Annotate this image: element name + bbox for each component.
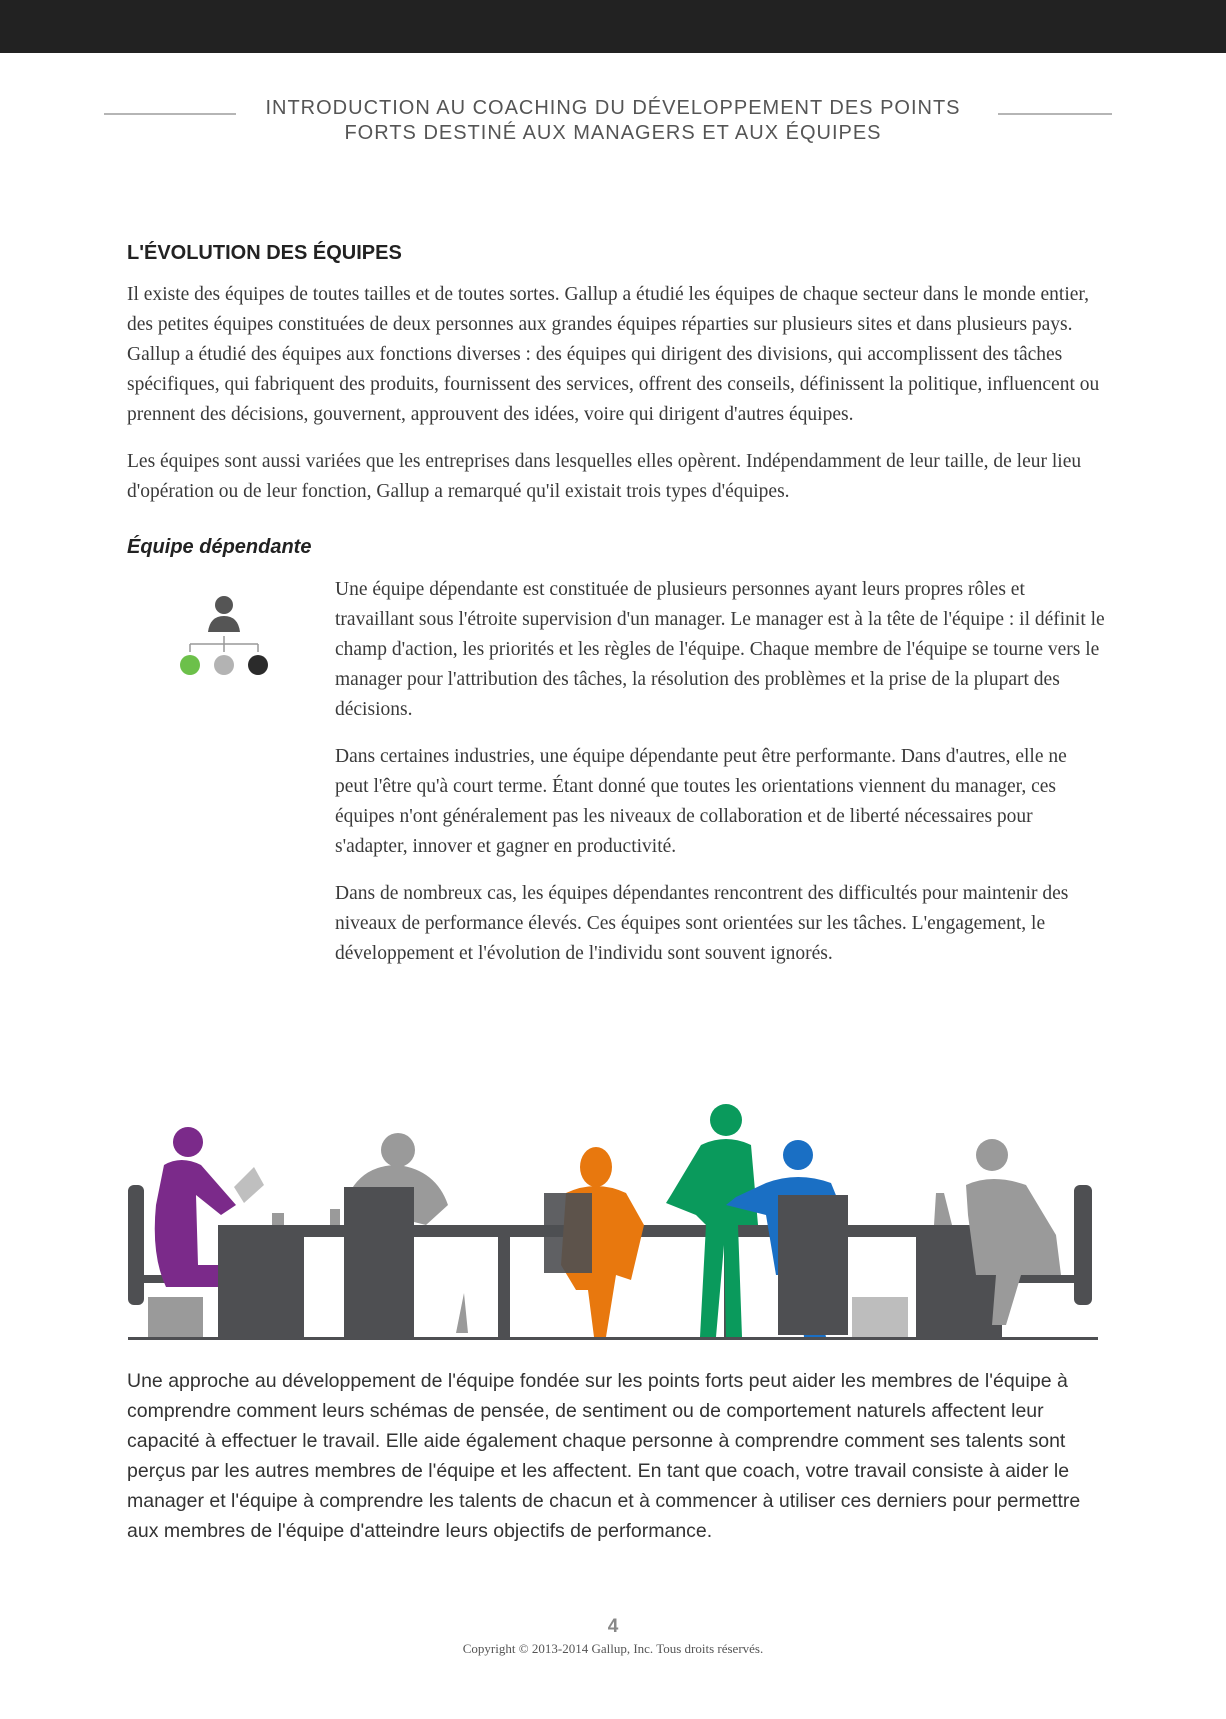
member-dot-green (180, 655, 200, 675)
meeting-table-illustration (126, 1075, 1106, 1340)
intro-paragraph-2: Les équipes sont aussi variées que les entreprises dans lesquelles elles opèrent. Indépendamment de leur taille, de leur lieu d'opération ou de leur fonction, Gallup a remarqué qu'il existait trois types d'équipes. (127, 451, 1082, 502)
dependent-team-paragraph-2: Dans certaines industries, une équipe dépendante peut être performante. Dans d'autres, elle ne peut l'être qu'à court terme. Étant donné que toutes les orientations viennent du manager, ces équipes n'ont généralement pas les niveaux de collaboration et de liberté nécessaires pour s'adapter, innover et gagner en productivité. (335, 746, 1067, 857)
dependent-team-paragraph-1: Une équipe dépendante est constituée de plusieurs personnes ayant leurs propres rôles et travaillant sous l'étroite supervision d'un manager. Le manager est à la tête de l'équipe : il définit le champ d'action, les priorités et les règles de l'équipe. Chaque membre de l'équipe se tourne vers le manager pour l'attribution des tâches, la résolution des problèmes et la prise de la plupart des décisions. (335, 579, 1105, 720)
manager-head (215, 596, 233, 614)
page-number: 4 (607, 1616, 619, 1637)
dependent-team-heading: Équipe dépendante (127, 536, 312, 558)
manager-body (208, 616, 240, 632)
member-dot-gray (214, 655, 234, 675)
header-rule-right (998, 113, 1112, 115)
intro-paragraph-1: Il existe des équipes de toutes tailles et de toutes sortes. Gallup a étudié les équipes de chaque secteur dans le monde entier, des petites équipes constituées de deux personnes aux grandes équipes réparties sur plusieurs sites et dans plusieurs pays. Gallup a étudié des équipes aux fonctions diverses : des équipes qui dirigent des divisions, qui accomplissent des tâches spécifiques, qui fabriquent des produits, fournissent des services, offrent des conseils, définissent la politique, influencent ou prennent des décisions, gouvernent, approuvent des idées, voire qui dirigent d'autres équipes. (127, 284, 1100, 425)
briefcase-left (148, 1297, 203, 1337)
team-hierarchy-icon (176, 590, 272, 680)
closing-paragraph: Une approche au développement de l'équipe fondée sur les points forts peut aider les membres de l'équipe à comprendre comment leurs schémas de pensée, de sentiment ou de comportement naturels affectent leur capacité à effectuer le travail. Elle aide également chaque personne à comprendre comment ses talents sont perçus par les autres membres de l'équipe et les affectent. En tant que coach, votre travail consiste à aider le manager et l'équipe à comprendre les talents de chacun et à commencer à utiliser ces derniers pour permettre aux membres de l'équipe d'atteindre leurs objectifs de performance. (127, 1370, 1081, 1542)
person-green (666, 1104, 758, 1337)
person-orange (544, 1147, 644, 1337)
header-rule-left (104, 113, 236, 115)
top-bar (0, 0, 1226, 53)
member-dot-black (248, 655, 268, 675)
page-header-title: INTRODUCTION AU COACHING DU DÉVELOPPEMENT DES POINTS FORTS DESTINÉ AUX MANAGERS ET AUX ÉQUIPES (265, 97, 961, 144)
copyright-notice: Copyright © 2013-2014 Gallup, Inc. Tous droits réservés. (462, 1641, 764, 1656)
section-heading: L'ÉVOLUTION DES ÉQUIPES (127, 242, 402, 264)
briefcase-right (852, 1297, 908, 1337)
laptop (934, 1193, 952, 1225)
dependent-team-paragraph-3: Dans de nombreux cas, les équipes dépendantes rencontrent des difficultés pour maintenir des niveaux de performance élevés. Ces équipes sont orientées sur les tâches. L'engagement, le développement et l'évolution de l'individu sont souvent ignorés. (335, 883, 1069, 964)
